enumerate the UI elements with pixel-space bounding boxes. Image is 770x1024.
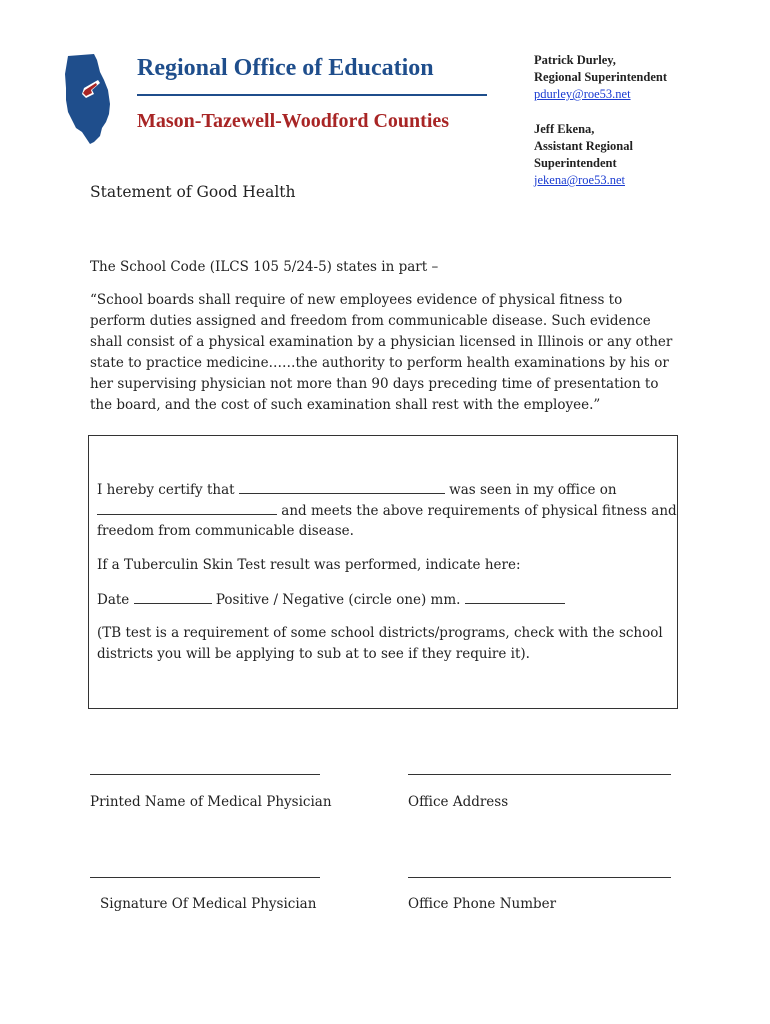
signature-label: Signature Of Medical Physician [100, 896, 317, 912]
org-title: Regional Office of Education [137, 55, 434, 81]
certify-end: freedom from communicable disease. [97, 523, 354, 539]
date-label: Date [97, 592, 130, 608]
assistant-title-2: Superintendent [534, 156, 617, 170]
org-title-rule [137, 94, 487, 96]
printed-name-label: Printed Name of Medical Physician [90, 794, 332, 810]
certify-mid: was seen in my office on [449, 482, 617, 498]
tb-result-line [97, 591, 565, 608]
assistant-name: Jeff Ekena, [534, 122, 595, 136]
org-subtitle: Mason-Tazewell-Woodford Counties [137, 110, 450, 132]
certify-line-2 [97, 502, 677, 519]
illinois-map-with-lamp-icon [64, 50, 114, 146]
tb-mm-field[interactable] [465, 591, 565, 604]
tb-note-2: districts you will be applying to sub at to see if they require it). [97, 646, 530, 662]
printed-name-line[interactable] [90, 774, 320, 775]
intro-text: The School Code (ILCS 105 5/24-5) states in part – [90, 259, 439, 275]
assistant-title-1: Assistant Regional [534, 139, 633, 153]
superintendent-email-link[interactable]: pdurley@roe53.net [534, 87, 631, 101]
assistant-contact [534, 121, 633, 189]
tb-note-1: (TB test is a requirement of some school districts/programs, check with the school [97, 625, 663, 641]
superintendent-name: Patrick Durley, [534, 53, 616, 67]
certify-prefix: I hereby certify that [97, 482, 235, 498]
certification-box [88, 435, 678, 709]
tb-prompt: If a Tuberculin Skin Test result was performed, indicate here: [97, 557, 521, 573]
certify-suffix: and meets the above requirements of physical fitness and [281, 503, 677, 519]
page-title: Statement of Good Health [90, 183, 296, 201]
certify-line-1 [97, 481, 617, 498]
signature-line[interactable] [90, 877, 320, 878]
visit-date-field[interactable] [97, 502, 277, 515]
office-address-label: Office Address [408, 794, 509, 810]
quote-text: “School boards shall require of new employees evidence of physical fitness to perform duties assigned and freedom from communicable disease. Such evidence shall consist of a physical examination by a physician licensed in Illinois or any other state to practice medicine……the authority to perform health examinations by his or her supervising physician not more than 90 days preceding time of presentation to the board, and the cost of such examination shall rest with the employee.” [90, 292, 673, 413]
patient-name-field[interactable] [239, 481, 445, 494]
assistant-email-link[interactable]: jekena@roe53.net [534, 173, 625, 187]
office-phone-line[interactable] [408, 877, 671, 878]
result-options[interactable]: Positive / Negative (circle one) mm. [215, 592, 461, 608]
office-phone-label: Office Phone Number [408, 896, 557, 912]
office-address-line[interactable] [408, 774, 671, 775]
tb-date-field[interactable] [134, 591, 212, 604]
superintendent-contact [534, 52, 667, 103]
superintendent-title: Regional Superintendent [534, 70, 668, 84]
